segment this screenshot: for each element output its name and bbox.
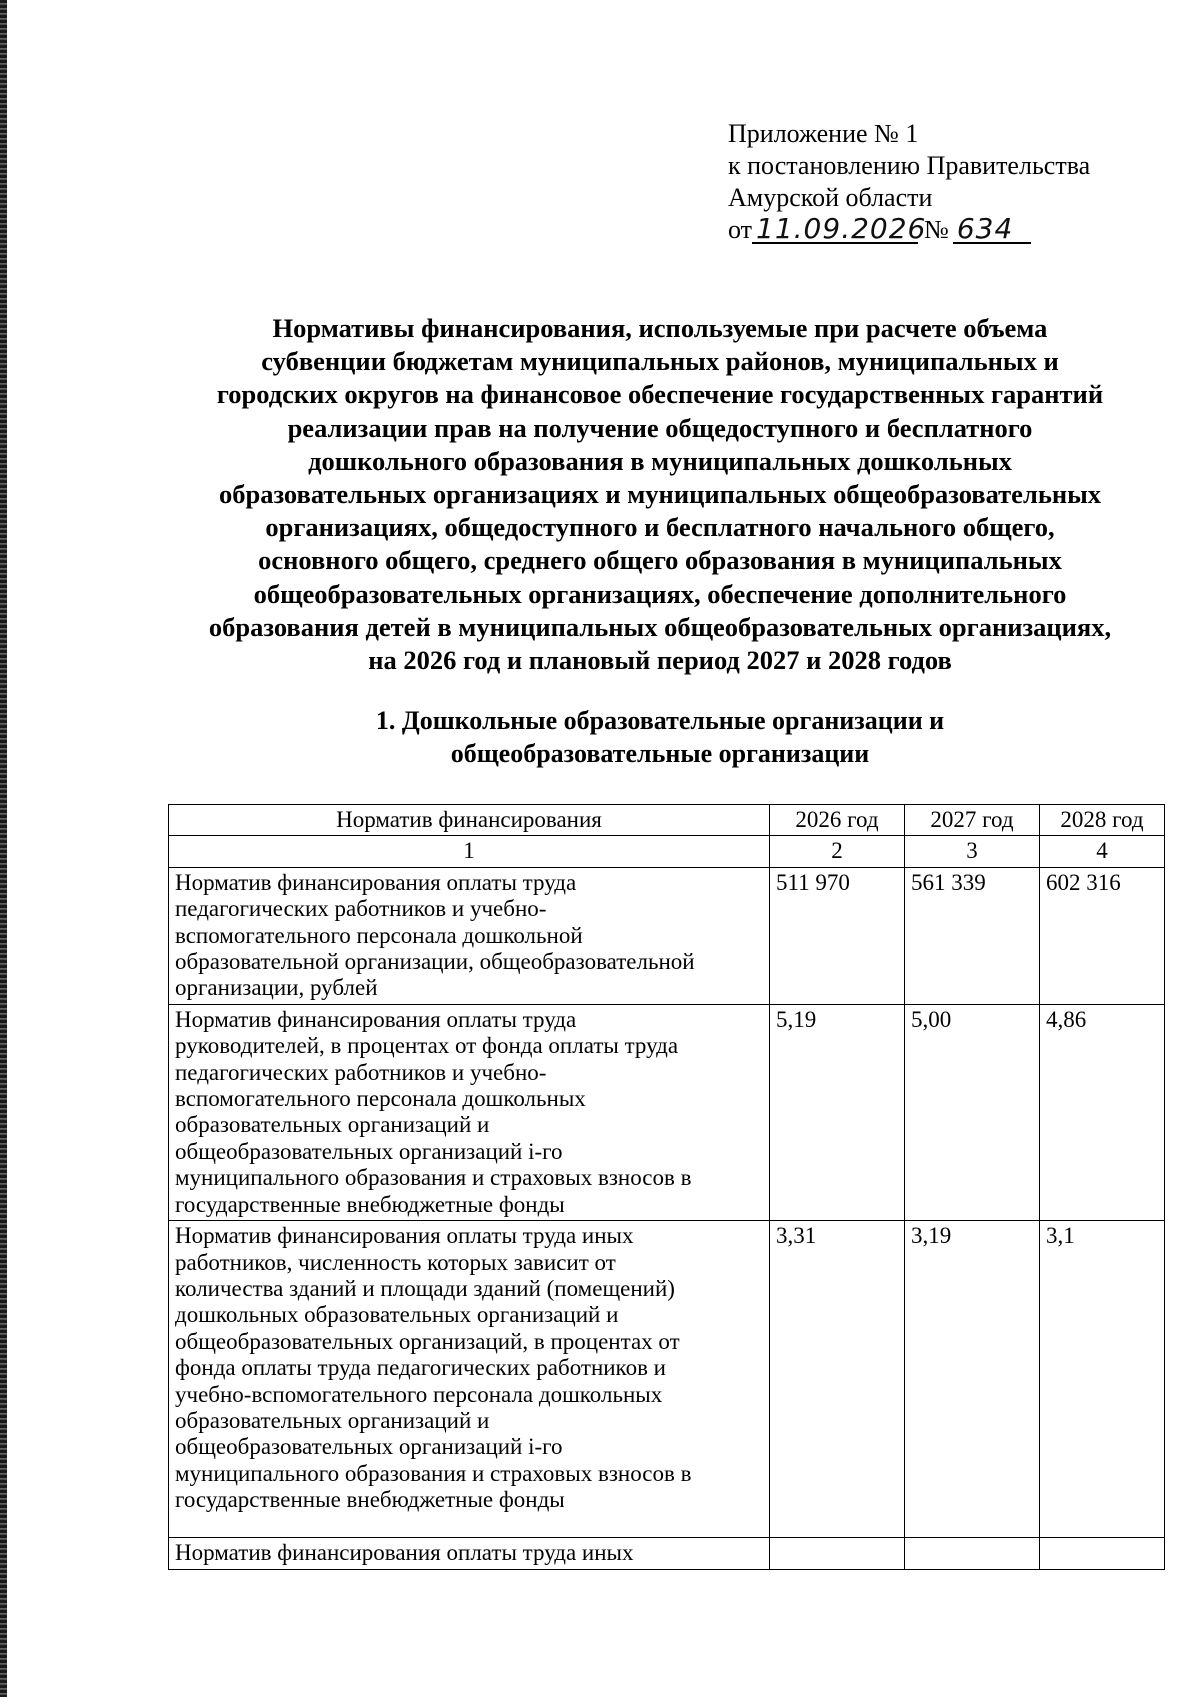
title-line: организациях, общедоступного и бесплатного начального общего, [265,512,1055,543]
col-number: 2 [770,836,905,867]
label-line: образовательных организаций и [175,1407,490,1433]
table-row [169,1538,1165,1569]
label-line: организации, рублей [175,975,378,1001]
value-2028: 3,1 [1040,1221,1165,1538]
label-line: дошкольных образовательных организаций и [175,1302,619,1328]
label-line: Норматив финансирования оплаты труда иных [175,1540,634,1566]
row-label [169,1004,770,1220]
handwritten-date: 11.09.2026 [752,216,918,244]
value-2026: 511 970 [770,867,905,1004]
table-row [169,867,1165,1004]
label-line: Норматив финансирования оплаты труда иных [175,1223,634,1249]
number-prefix: № [924,215,949,244]
appendix-line-3: Амурской области [728,183,933,212]
label-line: общеобразовательных организаций i-го [175,1434,563,1460]
label-line: общеобразовательных организаций, в процентах от [175,1328,680,1354]
value-2027: 3,19 [905,1221,1040,1538]
section-line: 1. Дошкольные образовательные организации и [375,706,945,735]
date-prefix: от [728,215,753,244]
label-line: фонда оплаты труда педагогических работников и [175,1355,666,1381]
header-2028: 2028 год [1040,805,1165,836]
title-line: субвенции бюджетам муниципальных районов, муниципальных и [261,346,1059,377]
label-line: государственные внебюджетные фонды [175,1191,565,1217]
appendix-line-1: Приложение № 1 [728,119,919,148]
title-line: Нормативы финансирования, используемые при расчете объема [272,313,1048,343]
section-heading [160,704,1160,770]
title-line: основного общего, среднего общего образования в муниципальных [258,545,1062,576]
label-line: муниципального образования и страховых взносов в [175,1165,692,1191]
value-2026 [770,1538,905,1569]
value-2028: 602 316 [1040,867,1165,1004]
title-line: реализации прав на получение общедоступного и бесплатного [287,412,1033,443]
label-line: Норматив финансирования оплаты труда [175,869,577,895]
table-row [169,1004,1165,1220]
title-line: образовательных организациях и муниципальных общеобразовательных [218,479,1102,510]
label-line: образовательных организаций и [175,1112,490,1138]
title-line: общеобразовательных организациях, обеспечение дополнительного [253,578,1067,609]
title-line: на 2026 год и плановый период 2027 и 2028 годов [368,645,952,676]
value-2027: 561 339 [905,867,1040,1004]
label-line: педагогических работников и учебно- [175,1059,547,1085]
document-title [160,312,1160,677]
row-label [169,1538,770,1569]
scan-edge [0,0,7,1697]
norms-table [168,804,1165,1570]
label-line: государственные внебюджетные фонды [175,1487,565,1513]
header-norm: Норматив финансирования [169,805,770,836]
label-line: работников, численность которых зависит от [175,1249,616,1275]
label-line: муниципального образования и страховых взносов в [175,1460,692,1486]
appendix-block [728,118,1090,246]
date-number-line [728,214,1090,246]
section-line: общеобразовательные организации [450,739,870,768]
title-line: городских округов на финансовое обеспечение государственных гарантий [216,379,1104,410]
header-2027: 2027 год [905,805,1040,836]
value-2026: 3,31 [770,1221,905,1538]
value-2026: 5,19 [770,1004,905,1220]
header-2026: 2026 год [770,805,905,836]
row-label [169,1221,770,1538]
label-line: Норматив финансирования оплаты труда [175,1006,577,1032]
value-2027 [905,1538,1040,1569]
label-line: педагогических работников и учебно- [175,896,547,922]
col-number: 4 [1040,836,1165,867]
value-2028: 4,86 [1040,1004,1165,1220]
title-line: образования детей в муниципальных общеобразовательных организациях, [208,611,1112,642]
title-line: дошкольного образования в муниципальных дошкольных [308,445,1012,476]
table-row [169,1221,1165,1538]
label-line: образовательной организации, общеобразовательной [175,949,695,975]
col-number: 3 [905,836,1040,867]
column-number-row [169,836,1165,867]
label-line: вспомогательного персонала дошкольной [175,922,583,948]
row-label [169,867,770,1004]
appendix-line-2: к постановлению Правительства [728,151,1091,180]
table-header-row [169,805,1165,836]
label-line: вспомогательного персонала дошкольных [175,1086,586,1112]
value-2028 [1040,1538,1165,1569]
handwritten-number: 634 [953,216,1031,244]
label-line: учебно-вспомогательного персонала дошкольных [175,1381,663,1407]
label-line: количества зданий и площади зданий (помещений) [175,1275,675,1301]
value-2027: 5,00 [905,1004,1040,1220]
label-line: общеобразовательных организаций i-го [175,1138,563,1164]
label-line: руководителей, в процентах от фонда оплаты труда [175,1033,679,1059]
col-number: 1 [169,836,770,867]
